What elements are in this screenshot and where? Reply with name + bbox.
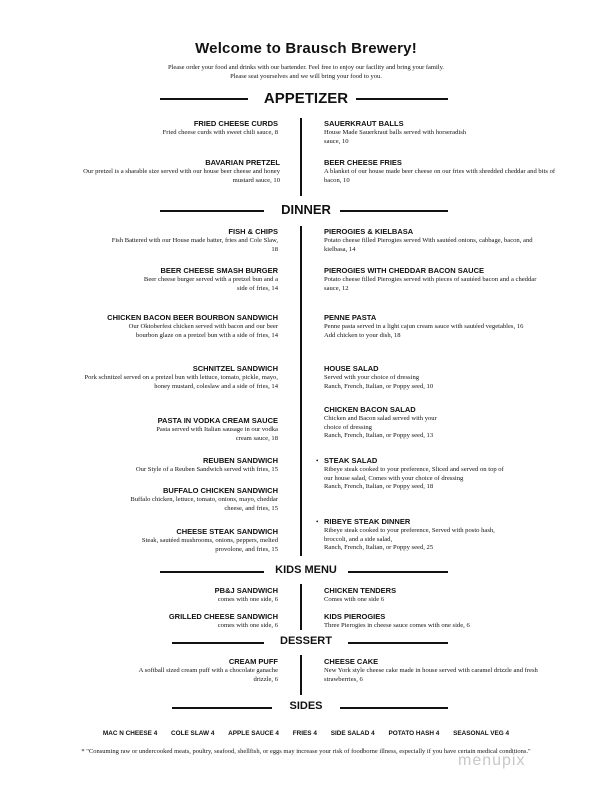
item-desc: Beer cheese burger served with a pretzel bun and a side of fries, 14 xyxy=(143,276,278,292)
menu-item xyxy=(40,657,278,684)
item-desc: comes with one side, 6 xyxy=(217,622,278,629)
item-desc: House Made Sauerkraut balls served with horseradish sauce, 10 xyxy=(324,129,467,145)
column-divider xyxy=(300,118,302,196)
item-desc: Ribeye steak cooked to your preference, Sliced and served on top of our house salad, Comes with your choice of dressing xyxy=(324,466,504,482)
divider xyxy=(160,98,248,100)
item-desc: Potato cheese filled Pierogies served With sautéed onions, cabbage, bacon, and kielbasa, 14 xyxy=(324,237,533,253)
menu-item xyxy=(40,313,278,340)
menu-item xyxy=(324,456,550,492)
item-name: BAVARIAN PRETZEL xyxy=(205,158,280,167)
dinner-heading: DINNER xyxy=(281,202,331,217)
menu-item xyxy=(40,119,278,138)
item-name: SCHNITZEL SANDWICH xyxy=(192,364,278,373)
column-divider xyxy=(300,226,302,556)
item-desc: Potato cheese filled Pierogies served with pieces of sautéed bacon and a cheddar sauce, 12 xyxy=(324,276,537,292)
item-desc: Comes with one side 6 xyxy=(324,596,385,603)
item-desc: Our Oktoberfest chicken served with bacon and our beer bourbon glaze on a pretzel bun with a side of fries, 14 xyxy=(128,323,278,339)
item-name: PENNE PASTA xyxy=(324,313,377,322)
item-desc: Buffalo chicken, lettuce, tomato, onions, mayo, cheddar cheese, and fries, 15 xyxy=(130,496,278,512)
menu-item xyxy=(324,266,544,293)
menu-item xyxy=(40,158,280,185)
divider xyxy=(348,571,448,573)
item-name: CHEESE STEAK SANDWICH xyxy=(176,527,278,536)
item-name: CHEESE CAKE xyxy=(324,657,379,666)
menu-item xyxy=(40,364,278,391)
menu-item xyxy=(324,364,534,391)
menu-item xyxy=(324,586,572,605)
item-name: PIEROGIES & KIELBASA xyxy=(324,227,414,236)
kids-heading: KIDS MENU xyxy=(275,564,337,576)
menu-item xyxy=(324,657,556,684)
item-extra: Ranch, French, Italian, or Poppy seed, 13 xyxy=(324,432,434,440)
item-desc: Chicken and Bacon salad served with your choice of dressing xyxy=(324,415,437,431)
sides-list xyxy=(0,730,612,737)
menu-item xyxy=(40,416,278,443)
item-desc: Penne pasta served in a light cajun cream sauce with sautéed vegetables, 16 xyxy=(324,323,524,330)
disclaimer-marker: * xyxy=(81,748,85,755)
menu-item xyxy=(324,158,564,185)
menu-item xyxy=(324,405,454,441)
item-extra: Add chicken to your dish, 18 xyxy=(324,331,401,339)
bullet-marker: • xyxy=(316,457,319,465)
item-name: GRILLED CHEESE SANDWICH xyxy=(168,612,278,621)
divider xyxy=(160,210,264,212)
item-desc: Our pretzel is a sharable size served with our house beer cheese and honey mustard sauce, 10 xyxy=(83,168,280,184)
page-title: Welcome to Brausch Brewery! xyxy=(195,40,417,57)
item-name: SAUERKRAUT BALLS xyxy=(324,119,404,128)
item-name: PB&J SANDWICH xyxy=(214,586,278,595)
menu-item xyxy=(40,227,278,254)
item-name: REUBEN SANDWICH xyxy=(203,456,278,465)
menu-item xyxy=(324,227,544,254)
dessert-heading: DESSERT xyxy=(280,635,332,647)
side-item: FRIES 4 xyxy=(292,730,317,737)
intro-text xyxy=(70,64,542,81)
item-desc: Ribeye steak cooked to your preference, Served with posto hash, broccoli, and a side salad, xyxy=(324,527,495,543)
item-desc: New York style cheese cake made in house served with caramel drizzle and fresh strawberries, 6 xyxy=(324,667,538,683)
item-name: STEAK SALAD xyxy=(324,456,378,465)
item-name: FRIED CHEESE CURDS xyxy=(193,119,278,128)
intro-line-1: Please order your food and drinks with our bartender. Feel free to enjoy our facility and bring your family. xyxy=(167,64,445,71)
item-name: BEER CHEESE FRIES xyxy=(324,158,402,167)
side-item: SIDE SALAD 4 xyxy=(330,730,375,737)
divider xyxy=(356,98,448,100)
menu-item xyxy=(40,456,278,475)
side-item: COLE SLAW 4 xyxy=(171,730,215,737)
item-name: PIEROGIES WITH CHEDDAR BACON SAUCE xyxy=(324,266,485,275)
item-desc: Pasta served with Italian sausage in our vodka cream sauce, 18 xyxy=(156,426,278,442)
divider xyxy=(172,642,264,644)
side-item: SEASONAL VEG 4 xyxy=(453,730,510,737)
item-extra: Ranch, French, Italian, or Poppy seed, 18 xyxy=(324,483,434,491)
item-desc: Pork schnitzel served on a pretzel bun with lettuce, tomato, pickle, mayo, honey mustard, coleslaw and a side of fries, 14 xyxy=(84,374,278,390)
item-desc: Fried cheese curds with sweet chili sauce, 8 xyxy=(162,129,278,136)
bullet-marker: • xyxy=(316,518,319,526)
menu-item xyxy=(40,586,278,605)
divider xyxy=(160,571,264,573)
menu-item xyxy=(40,612,278,631)
item-name: FISH & CHIPS xyxy=(228,227,278,236)
item-desc: Our Style of a Reuben Sandwich served with fries, 15 xyxy=(135,466,278,473)
divider xyxy=(340,210,448,212)
item-name: HOUSE SALAD xyxy=(324,364,379,373)
item-name: CHICKEN BACON BEER BOURBON SANDWICH xyxy=(107,313,278,322)
side-item: MAC N CHEESE 4 xyxy=(102,730,158,737)
side-item: APPLE SAUCE 4 xyxy=(228,730,279,737)
item-desc: comes with one side, 6 xyxy=(217,596,278,603)
divider xyxy=(172,707,272,709)
disclaimer-text: "Consuming raw or undercooked meats, poultry, seafood, shellfish, or eggs may increase your risk of foodborne illness, especially if you have certain medical conditions." xyxy=(86,748,531,755)
divider xyxy=(340,707,448,709)
intro-line-2: Please seat yourselves and we will bring your food to you. xyxy=(230,72,382,80)
column-divider xyxy=(300,655,302,695)
item-desc: A blanket of our house made beer cheese on our fries with shredded cheddar and bits of bacon, 10 xyxy=(324,168,556,184)
item-extra: Ranch, French, Italian, or Poppy seed, 25 xyxy=(324,544,434,552)
menu-item xyxy=(40,486,278,513)
appetizer-heading: APPETIZER xyxy=(263,90,349,107)
item-name: CHICKEN BACON SALAD xyxy=(324,405,416,414)
watermark: menupix xyxy=(458,752,526,769)
column-divider xyxy=(300,584,302,630)
item-desc: Served with your choice of dressing xyxy=(324,374,420,381)
item-desc: Three Pierogies in cheese sauce comes with one side, 6 xyxy=(324,622,470,629)
item-desc: Fish Battered with our House made batter, fries and Cole Slaw, 18 xyxy=(111,237,278,253)
item-name: KIDS PIEROGIES xyxy=(324,612,386,621)
sides-heading: SIDES xyxy=(289,700,323,712)
item-name: CHICKEN TENDERS xyxy=(324,586,397,595)
item-name: BUFFALO CHICKEN SANDWICH xyxy=(163,486,278,495)
menu-item xyxy=(324,313,534,340)
item-name: BEER CHEESE SMASH BURGER xyxy=(160,266,278,275)
item-extra: Ranch, French, Italian, or Poppy seed, 10 xyxy=(324,382,434,390)
menu-item xyxy=(40,527,278,554)
item-name: CREAM PUFF xyxy=(228,657,278,666)
divider xyxy=(348,642,448,644)
menu-item xyxy=(324,517,550,553)
item-name: PASTA IN VODKA CREAM SAUCE xyxy=(157,416,278,425)
item-desc: A softball sized cream puff with a chocolate ganache drizzle, 6 xyxy=(138,667,278,683)
menu-item xyxy=(324,119,484,146)
menu-item xyxy=(40,266,278,293)
item-desc: Steak, sautéed mushrooms, onions, peppers, melted provolone, and fries, 15 xyxy=(141,537,278,553)
side-item: POTATO HASH 4 xyxy=(388,730,440,737)
item-name: RIBEYE STEAK DINNER xyxy=(324,517,411,526)
menu-item xyxy=(324,612,572,631)
